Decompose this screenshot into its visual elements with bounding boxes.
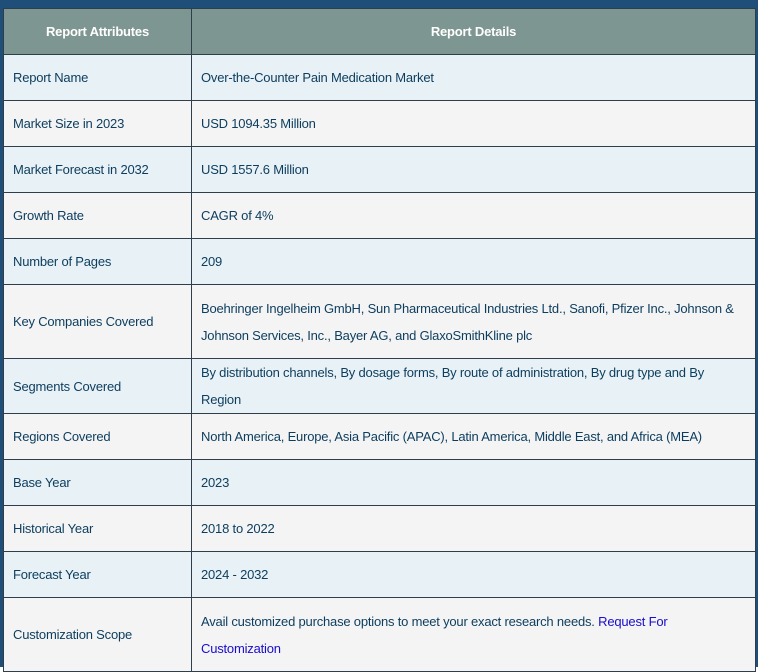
attribute-cell: Report Name xyxy=(4,55,192,101)
report-table xyxy=(3,8,756,672)
attribute-cell: Market Forecast in 2032 xyxy=(4,147,192,193)
attribute-cell: Historical Year xyxy=(4,506,192,552)
attribute-cell: Key Companies Covered xyxy=(4,285,192,359)
customization-text: Avail customized purchase options to meet your exact research needs. xyxy=(201,613,595,629)
detail-cell: North America, Europe, Asia Pacific (APAC), Latin America, Middle East, and Africa (MEA) xyxy=(192,414,756,460)
detail-cell: USD 1557.6 Million xyxy=(192,147,756,193)
table-header-row xyxy=(4,9,756,55)
header-report-attributes: Report Attributes xyxy=(4,9,192,55)
table-row xyxy=(4,193,756,239)
detail-cell: Over-the-Counter Pain Medication Market xyxy=(192,55,756,101)
table-row xyxy=(4,506,756,552)
detail-cell: 2024 - 2032 xyxy=(192,552,756,598)
detail-cell: Boehringer Ingelheim GmbH, Sun Pharmaceutical Industries Ltd., Sanofi, Pfizer Inc., Johnson & Johnson Services, Inc., Bayer AG, and GlaxoSmithKline plc xyxy=(192,285,756,359)
detail-cell: CAGR of 4% xyxy=(192,193,756,239)
table-row xyxy=(4,552,756,598)
table-row xyxy=(4,239,756,285)
detail-cell: 209 xyxy=(192,239,756,285)
attribute-cell: Customization Scope xyxy=(4,598,192,672)
attribute-cell: Regions Covered xyxy=(4,414,192,460)
table-row xyxy=(4,414,756,460)
detail-cell: USD 1094.35 Million xyxy=(192,101,756,147)
table-row xyxy=(4,359,756,414)
attribute-cell: Number of Pages xyxy=(4,239,192,285)
header-report-details: Report Details xyxy=(192,9,756,55)
request-customization-link[interactable]: Request For Customization xyxy=(201,613,668,656)
detail-cell: 2018 to 2022 xyxy=(192,506,756,552)
table-row xyxy=(4,101,756,147)
attribute-cell: Forecast Year xyxy=(4,552,192,598)
detail-cell xyxy=(192,598,756,672)
detail-cell: 2023 xyxy=(192,460,756,506)
table-row xyxy=(4,460,756,506)
table-row xyxy=(4,285,756,359)
attribute-cell: Market Size in 2023 xyxy=(4,101,192,147)
table-row xyxy=(4,55,756,101)
detail-cell: By distribution channels, By dosage forms, By route of administration, By drug type and By Region xyxy=(192,359,756,414)
table-row xyxy=(4,598,756,672)
attribute-cell: Growth Rate xyxy=(4,193,192,239)
attribute-cell: Base Year xyxy=(4,460,192,506)
table-row xyxy=(4,147,756,193)
attribute-cell: Segments Covered xyxy=(4,359,192,414)
